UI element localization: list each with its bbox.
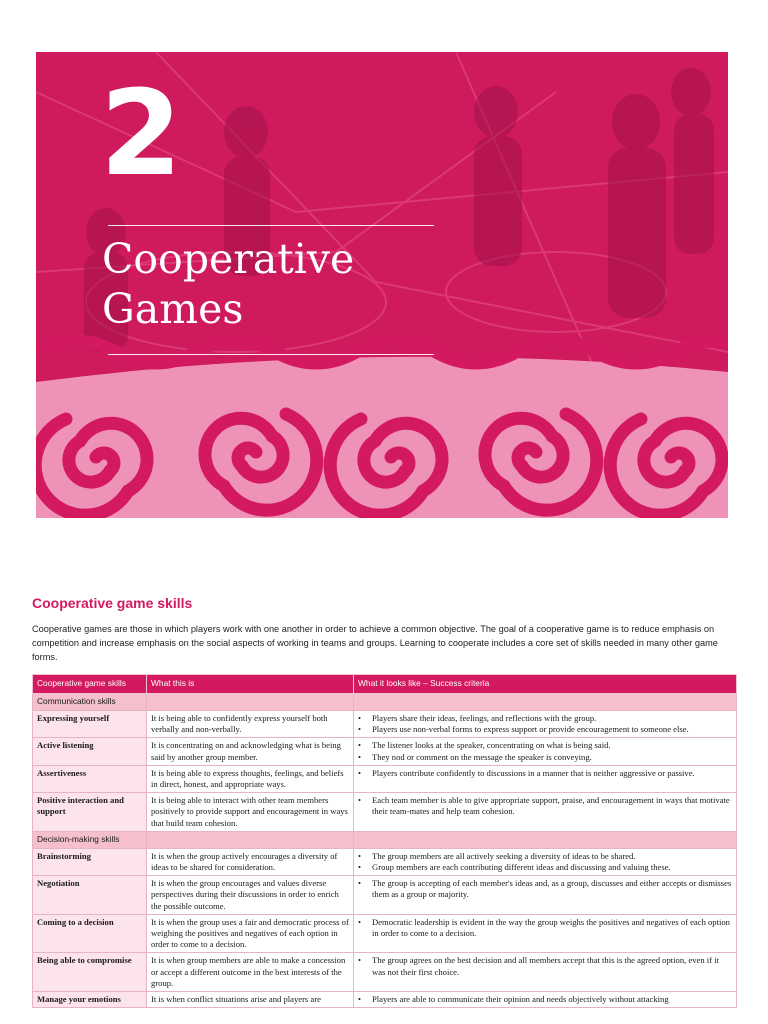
criteria-item (358, 955, 732, 977)
skill-definition: It is being able to express thoughts, feelings, and beliefs in direct, honest, and appropriate ways. (147, 765, 354, 792)
success-criteria-cell (354, 711, 737, 738)
chapter-title-line-2: Games (102, 285, 244, 334)
skill-name: Being able to compromise (33, 953, 147, 992)
criteria-item (358, 713, 732, 724)
skill-definition: It is when the group encourages and values diverse perspectives during their discussions in order to enrich the possible outcome. (147, 876, 354, 915)
success-criteria-cell (354, 876, 737, 915)
criteria-item (358, 851, 732, 862)
table-row (33, 711, 737, 738)
skill-name: Manage your emotions (33, 992, 147, 1008)
table-row (33, 738, 737, 765)
table-group-row (33, 694, 737, 711)
skill-definition: It is being able to confidently express yourself both verbally and non-verbally. (147, 711, 354, 738)
skill-name: Expressing yourself (33, 711, 147, 738)
criteria-text: Players are able to communicate their opinion and needs objectively without attacking (372, 994, 669, 1005)
bullet-icon: • (358, 767, 362, 778)
group-spacer-cell (147, 694, 354, 711)
bullet-icon: • (358, 916, 362, 927)
skill-name: Brainstorming (33, 848, 147, 875)
title-rule-top (108, 225, 434, 226)
criteria-text: Each team member is able to give appropriate support, praise, and encouragement in ways that motivate their team-mates and help team cohesion. (372, 795, 730, 817)
success-criteria-cell (354, 848, 737, 875)
criteria-text: Group members are each contributing different ideas and discussing and valuing these. (372, 862, 671, 873)
success-criteria-cell (354, 765, 737, 792)
table-row (33, 765, 737, 792)
cooperative-skills-table (32, 674, 737, 1008)
skill-definition: It is when the group uses a fair and democratic process of weighing the positives and negatives of each option in order to come to a decision. (147, 914, 354, 953)
bullet-icon: • (358, 713, 362, 723)
section-heading: Cooperative game skills (32, 595, 193, 611)
skill-definition: It is when the group actively encourages a diversity of ideas to be shared for consideration. (147, 848, 354, 875)
success-criteria-cell (354, 914, 737, 953)
success-criteria-cell (354, 953, 737, 992)
table-row (33, 793, 737, 832)
success-criteria-cell (354, 992, 737, 1008)
column-header: Cooperative game skills (33, 675, 147, 694)
criteria-item (358, 862, 732, 873)
success-criteria-cell (354, 738, 737, 765)
chapter-number: 2 (100, 64, 181, 202)
skill-name: Coming to a decision (33, 914, 147, 953)
bullet-icon: • (358, 751, 362, 762)
criteria-item (358, 740, 732, 751)
bullet-icon: • (358, 955, 362, 966)
group-label: Communication skills (33, 694, 147, 711)
skill-definition: It is when group members are able to make a concession or accept a different outcome in the best interests of the group. (147, 953, 354, 992)
criteria-text: The group is accepting of each member's ideas and, as a group, discusses and either accepts or dismisses them as a group or majority. (372, 878, 732, 900)
group-spacer-cell (354, 831, 737, 848)
intro-paragraph: Cooperative games are those in which players work with one another in order to achieve a common objective. The goal of a cooperative game is to reduce emphasis on competition and increase emphasis on the social aspects of working in teams and groups. Learning to cooperate includes a core set of skills needed in many other game forms. (32, 624, 718, 662)
skill-name: Positive interaction and support (33, 793, 147, 832)
criteria-item (358, 878, 732, 900)
table-row (33, 953, 737, 992)
criteria-item (358, 724, 732, 735)
bullet-icon: • (358, 862, 362, 873)
criteria-text: The group agrees on the best decision and all members accept that this is the agreed option, even if it was not their first choice. (372, 955, 719, 977)
criteria-text: They nod or comment on the message the speaker is conveying. (372, 751, 592, 762)
table-row (33, 992, 737, 1008)
criteria-item (358, 752, 732, 763)
skill-name: Assertiveness (33, 765, 147, 792)
criteria-text: Players share their ideas, feelings, and reflections with the group. (372, 713, 597, 723)
criteria-text: Democratic leadership is evident in the way the group weighs the positives and negatives of each option in order to come to a decision. (372, 916, 730, 939)
chapter-hero-banner (36, 52, 728, 518)
group-label: Decision-making skills (33, 831, 147, 848)
table-row (33, 876, 737, 915)
criteria-text: Players contribute confidently to discussions in a manner that is neither aggressive or passive. (372, 767, 695, 778)
table-row (33, 848, 737, 875)
criteria-text: The listener looks at the speaker, concentrating on what is being said. (372, 740, 611, 751)
bullet-icon: • (358, 850, 362, 861)
column-header: What this is (147, 675, 354, 694)
bullet-icon: • (358, 740, 362, 751)
criteria-item (358, 795, 732, 817)
success-criteria-cell (354, 793, 737, 832)
skill-name: Negotiation (33, 876, 147, 915)
chapter-title-line-1: Cooperative (102, 235, 355, 283)
table-group-row (33, 831, 737, 848)
skill-definition: It is being able to interact with other team members positively to provide support and encouragement in ways that build team cohesion. (147, 793, 354, 832)
bullet-icon: • (358, 878, 362, 889)
criteria-text: Players use non-verbal forms to express support or provide encouragement to someone else. (372, 724, 689, 735)
group-spacer-cell (354, 694, 737, 711)
criteria-item (358, 994, 732, 1005)
title-rule-bottom (108, 354, 434, 355)
criteria-text: The group members are all actively seeking a diversity of ideas to be shared. (372, 850, 636, 861)
skill-name: Active listening (33, 738, 147, 765)
bullet-icon: • (358, 994, 362, 1005)
column-header: What it looks like – Success criteria (354, 675, 737, 694)
skill-definition: It is when conflict situations arise and players are (147, 992, 354, 1008)
group-spacer-cell (147, 831, 354, 848)
table-header-row (33, 675, 737, 694)
criteria-item (358, 917, 732, 939)
table-row (33, 914, 737, 953)
bullet-icon: • (358, 795, 362, 806)
bullet-icon: • (358, 724, 362, 735)
skill-definition: It is concentrating on and acknowledging what is being said by another group member. (147, 738, 354, 765)
criteria-item (358, 768, 732, 779)
chapter-title (102, 234, 462, 334)
